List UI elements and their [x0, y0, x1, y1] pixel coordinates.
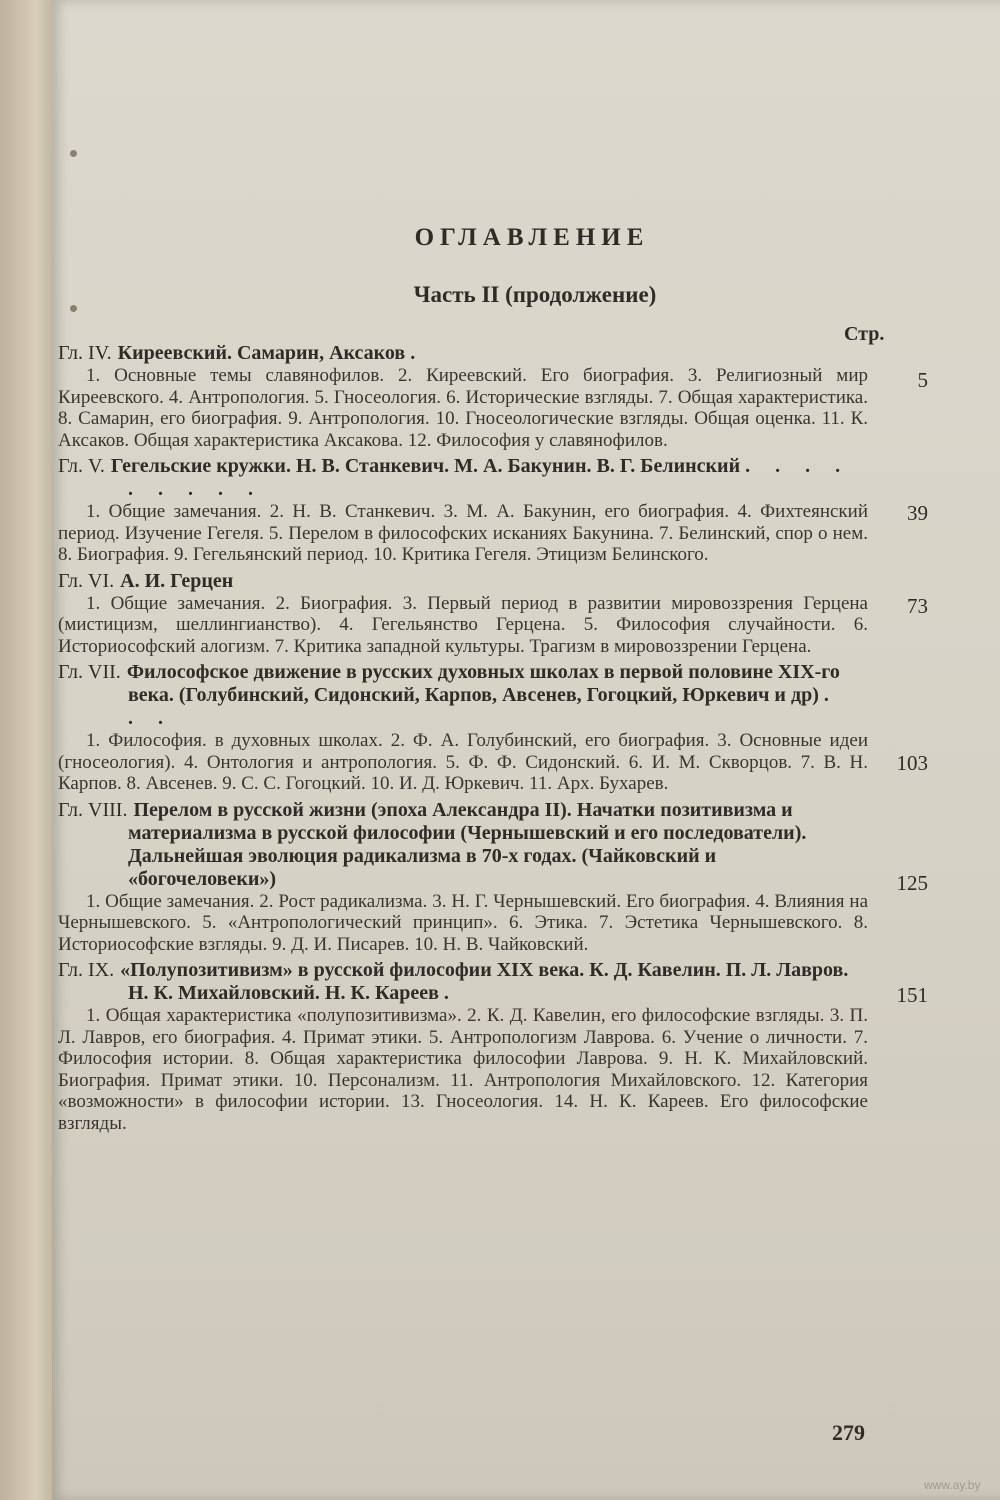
- chapter-title: Киреевский. Самарин, Аксаков: [117, 342, 406, 364]
- toc-title: ОГЛАВЛЕНИЕ: [414, 224, 650, 251]
- chapter-page-number: 125: [896, 870, 928, 895]
- part-title: Часть II (продолжение): [413, 282, 657, 307]
- chapter-number: Гл. IV.: [58, 342, 112, 364]
- chapter-number: Гл. VIII.: [58, 798, 128, 821]
- toc-chapter-6: [58, 569, 928, 658]
- chapter-title: Перелом в русской жизни (эпоха Александра II). Начатки позитивизма и материализма в русской философии (Чернышевский и его последователи). Дальнейшая эволюция радикализма в 70-х годах. (Чайковский и «богочеловеки»): [128, 798, 807, 890]
- chapter-contents: 1. Основные темы славянофилов. 2. Киреевский. Его биография. 3. Религиозный мир Киреевского. 4. Антропология. 5. Гносеология. 6. Исторические взгляды. 7. Общая характеристика. 8. Самарин, его биография. 9. Антропология. 10. Гносеологические взгляды. Общая оценка. 11. К. Аксаков. Общая характеристика Аксакова. 12. Философия у славянофилов.: [58, 365, 868, 451]
- table-of-contents: [58, 342, 928, 1138]
- chapter-page-number: 103: [896, 751, 928, 775]
- chapter-number: Гл. VI.: [58, 569, 115, 592]
- toc-chapter-9: [58, 959, 928, 1134]
- chapter-number: Гл. V.: [58, 455, 105, 477]
- chapter-number: Гл. IX.: [58, 959, 115, 981]
- book-page: [52, 0, 1000, 1500]
- chapter-number: Гл. VII.: [58, 661, 121, 683]
- chapter-page-number: 73: [907, 593, 928, 618]
- binding-hole: [70, 150, 77, 157]
- toc-chapter-4: [58, 342, 928, 451]
- chapter-page-number: 5: [917, 368, 928, 392]
- chapter-title: А. И. Герцен: [120, 569, 234, 592]
- adjacent-page-edge: [0, 0, 60, 1500]
- chapter-contents: 1. Общие замечания. 2. Биография. 3. Первый период в развитии мировоззрения Герцена (мистицизм, шеллингианство). 4. Гегельянство Герцена. 5. Философия случайности. 6. Историософский алогизм. 7. Критика западной культуры. Трагизм в мировоззрении Герцена.: [58, 592, 868, 657]
- page-number: 279: [832, 1420, 865, 1445]
- chapter-page-number: 39: [907, 501, 928, 525]
- chapter-contents: 1. Общие замечания. 2. Рост радикализма. 3. Н. Г. Чернышевский. Его биография. 4. Влияния на Чернышевского. 5. «Антропологический принцип». 6. Этика. 7. Эстетика Чернышевского. 8. Историософские взгляды. 9. Д. И. Писарев. 10. Н. В. Чайковский.: [58, 890, 868, 955]
- chapter-heading: Гл. IX. «Полупозитивизм» в русской философии XIX века. К. Д. Кавелин. П. Л. Лавров. Н. К. Михайловский. Н. К. Кареев .: [58, 959, 849, 1004]
- toc-chapter-8: [58, 798, 928, 956]
- chapter-title: «Полупозитивизм» в русской философии XIX века. К. Д. Кавелин. П. Л. Лавров. Н. К. Михайловский. Н. К. Кареев: [120, 959, 849, 1004]
- watermark: www.ay.by: [924, 1478, 981, 1492]
- chapter-heading: [58, 799, 868, 891]
- chapter-contents: 1. Общая характеристика «полупозитивизма». 2. К. Д. Кавелин, его философские взгляды. 3. П. Л. Лавров, его биография. 4. Примат этики. 5. Антропологизм Лаврова. 6. Учение о личности. 7. Философия истории. 8. Общая характеристика философии Лаврова. 9. Н. К. Михайловский. Биография. Примат этики. 10. Персонализм. 11. Антропология Михайловского. 12. Категория «возможности» в философии истории. 13. Гносеология. 14. Н. К. Кареев. Его философские взгляды.: [58, 1005, 868, 1134]
- chapter-contents: 1. Философия. в духовных школах. 2. Ф. А. Голубинский, его биография. 3. Основные идеи (гносеология). 4. Онтология и антропология. 5. Ф. Ф. Сидонский. 6. И. М. Скворцов. 7. В. Н. Карпов. 8. Авсенев. 9. С. С. Гогоцкий. 10. И. Д. Юркевич. 11. Арх. Бухарев.: [58, 730, 868, 794]
- chapter-page-number: 151: [896, 983, 928, 1007]
- chapter-title: Гегельские кружки. Н. В. Станкевич. М. А. Бакунин. В. Г. Белинский: [110, 455, 741, 477]
- chapter-heading: Гл. V. Гегельские кружки. Н. В. Станкевич. М. А. Бакунин. В. Г. Белинский . . . . . . . . .: [58, 455, 851, 500]
- toc-chapter-7: [58, 661, 928, 795]
- chapter-title: Философское движение в русских духовных школах в первой половине XIX-го века. (Голубинский, Сидонский, Карпов, Авсенев, Гогоцкий, Юркевич и др): [126, 661, 840, 706]
- page-column-label: Стр.: [844, 323, 885, 345]
- chapter-heading: [58, 570, 868, 593]
- toc-chapter-5: [58, 455, 928, 566]
- chapter-heading: Гл. VII. Философское движение в русских духовных школах в первой половине XIX-го века. (Голубинский, Сидонский, Карпов, Авсенев, Гогоцкий, Юркевич и др) . . .: [58, 661, 840, 729]
- chapter-heading: Гл. IV. Киреевский. Самарин, Аксаков .: [58, 342, 426, 364]
- chapter-contents: 1. Общие замечания. 2. Н. В. Станкевич. 3. М. А. Бакунин, его биография. 4. Фихтеянский период. Изучение Гегеля. 5. Перелом в философских исканиях Бакунина. 7. Белинский, спор о нем. 8. Биография. 9. Гегельянский период. 10. Критика Гегеля. Этицизм Белинского.: [58, 501, 868, 565]
